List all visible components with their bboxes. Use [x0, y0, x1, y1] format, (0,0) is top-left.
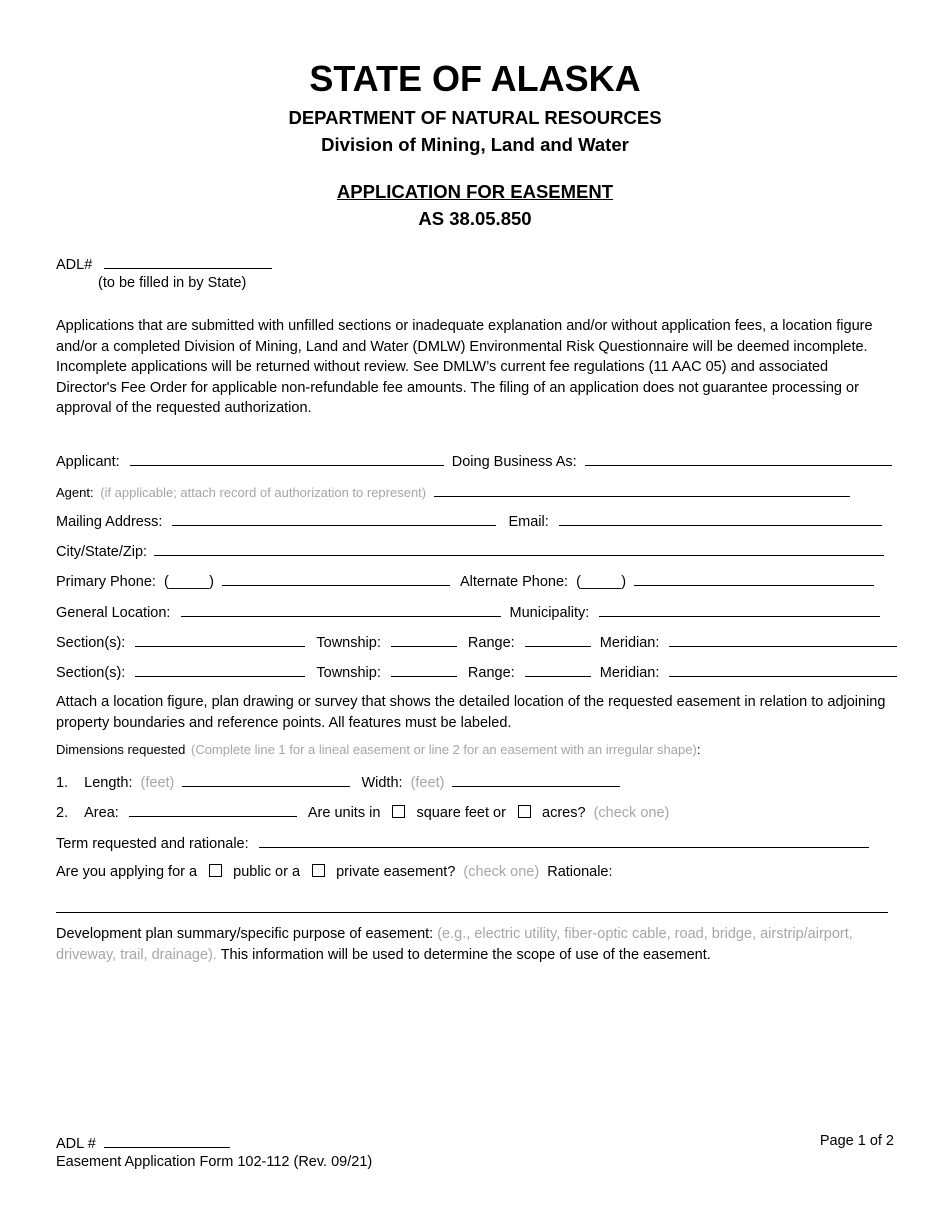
term-input-line[interactable]: [259, 833, 869, 848]
agent-label: Agent:: [56, 485, 94, 500]
range-label: Range:: [467, 635, 515, 651]
agent-hint: (if applicable; attach record of authorization to represent): [100, 485, 427, 500]
adl-label: ADL#: [56, 257, 93, 273]
footer-page-number: Page 1 of 2: [819, 1133, 894, 1149]
general-location-input-line[interactable]: [181, 602, 501, 617]
mailing-label: Mailing Address:: [56, 514, 163, 530]
applicant-input-line[interactable]: [130, 451, 444, 466]
email-input-line[interactable]: [559, 511, 882, 526]
applicant-label: Applicant:: [56, 454, 120, 470]
units-question: Are units in: [307, 805, 381, 821]
adl-input-line[interactable]: [104, 254, 272, 269]
form-title: APPLICATION FOR EASEMENT: [336, 181, 614, 202]
area-input-line[interactable]: [129, 802, 297, 817]
square-feet-label: square feet or: [416, 805, 506, 821]
dba-label: Doing Business As:: [451, 454, 577, 470]
township-label: Township:: [316, 635, 381, 651]
range-input-line[interactable]: [525, 662, 591, 677]
sections-input-line[interactable]: [135, 662, 305, 677]
dba-input-line[interactable]: [585, 451, 892, 466]
footer-adl: [56, 1133, 230, 1152]
adl-note: (to be filled in by State): [98, 275, 247, 291]
alternate-area-code[interactable]: (_____): [576, 574, 627, 590]
township-label: Township:: [316, 665, 381, 681]
rationale-label: Rationale:: [547, 864, 613, 880]
mailing-input-line[interactable]: [172, 511, 496, 526]
development-label: Development plan summary/specific purpose of easement:: [56, 926, 434, 942]
division-title: Division of Mining, Land and Water: [321, 134, 629, 155]
public-label: public or a: [233, 864, 301, 880]
units-check-one-hint: (check one): [593, 805, 670, 821]
easement-type-row: [56, 864, 894, 884]
development-paragraph: [56, 924, 892, 965]
primary-phone-input-line[interactable]: [222, 571, 450, 586]
meridian-label: Meridian:: [599, 635, 660, 651]
footer-adl-input-line[interactable]: [104, 1133, 230, 1148]
length-input-line[interactable]: [182, 772, 350, 787]
agent-input-line[interactable]: [434, 482, 850, 497]
city-input-line[interactable]: [154, 541, 884, 556]
section-row-2: [56, 662, 894, 682]
location-row: [56, 602, 894, 622]
dimensions-label: Dimensions requested: [56, 742, 186, 757]
intro-paragraph: Applications that are submitted with unfilled sections or inadequate explanation and/or without application fees, a location figure and/or a completed Division of Mining, Land and Water (DMLW) Environmental Risk Questionnaire will be deemed incomplete. Incomplete applications will be returned without review. See DMLW’s current fee regulations (11 AAC 05) and associated Director's Fee Order for applicable non-refundable fee amounts. The filing of an application does not guarantee processing or approval of the requested authorization.: [56, 318, 873, 416]
term-label: Term requested and rationale:: [56, 836, 249, 852]
state-title: STATE OF ALASKA: [309, 58, 641, 99]
email-label: Email:: [508, 514, 549, 530]
acres-label: acres?: [542, 805, 586, 821]
term-row: [56, 833, 894, 853]
length-unit-hint: (feet): [140, 775, 175, 791]
municipality-label: Municipality:: [509, 605, 590, 621]
agent-row: [56, 482, 894, 502]
dimensions-heading: [56, 742, 894, 762]
adl-row: [56, 254, 272, 273]
dimensions-hint: (Complete line 1 for a lineal easement or line 2 for an easement with an irregular shape): [190, 742, 697, 757]
city-label: City/State/Zip:: [56, 544, 148, 560]
private-checkbox[interactable]: [312, 864, 325, 877]
meridian-input-line[interactable]: [669, 632, 897, 647]
dimension-line-2: [56, 802, 894, 822]
sections-label: Section(s):: [56, 665, 126, 681]
dimension-line-1: [56, 772, 894, 792]
attach-paragraph: Attach a location figure, plan drawing or survey that shows the detailed location of the requested easement in relation to adjoining property boundaries and reference points. All features must be labeled.: [56, 694, 886, 731]
width-label: Width:: [361, 775, 403, 791]
footer-form-id: Easement Application Form 102-112 (Rev. 09/21): [56, 1154, 373, 1170]
development-hint: (e.g., electric utility, fiber-optic cable, road, bridge, airstrip/airport, driveway, trail, drainage).: [56, 926, 853, 963]
square-feet-checkbox[interactable]: [392, 805, 405, 818]
primary-phone-label: Primary Phone:: [56, 574, 156, 590]
section-row-1: [56, 632, 894, 652]
range-input-line[interactable]: [525, 632, 591, 647]
footer-adl-label: ADL #: [56, 1136, 96, 1152]
township-input-line[interactable]: [391, 632, 457, 647]
width-input-line[interactable]: [452, 772, 620, 787]
easement-check-one-hint: (check one): [463, 864, 540, 880]
easement-type-question: Are you applying for a: [56, 864, 198, 880]
township-input-line[interactable]: [391, 662, 457, 677]
dimensions-colon: :: [696, 742, 701, 757]
meridian-label: Meridian:: [599, 665, 660, 681]
sections-label: Section(s):: [56, 635, 126, 651]
statute: AS 38.05.850: [418, 208, 532, 229]
line-1-number: 1.: [56, 775, 69, 791]
line-2-number: 2.: [56, 805, 69, 821]
alternate-phone-input-line[interactable]: [634, 571, 874, 586]
municipality-input-line[interactable]: [599, 602, 880, 617]
sections-input-line[interactable]: [135, 632, 305, 647]
mailing-row: [56, 511, 894, 531]
meridian-input-line[interactable]: [669, 662, 897, 677]
general-location-label: General Location:: [56, 605, 171, 621]
length-label: Length:: [84, 775, 133, 791]
private-label: private easement?: [336, 864, 456, 880]
range-label: Range:: [467, 665, 515, 681]
applicant-row: [56, 451, 894, 471]
alternate-phone-label: Alternate Phone:: [460, 574, 569, 590]
development-tail: This information will be used to determine the scope of use of the easement.: [220, 946, 711, 963]
phone-row: [56, 571, 894, 591]
acres-checkbox[interactable]: [518, 805, 531, 818]
rationale-input-line[interactable]: [56, 898, 888, 913]
primary-area-code[interactable]: (_____): [163, 574, 214, 590]
city-row: [56, 541, 894, 561]
public-checkbox[interactable]: [209, 864, 222, 877]
department-title: DEPARTMENT OF NATURAL RESOURCES: [288, 107, 662, 128]
area-label: Area:: [84, 805, 119, 821]
width-unit-hint: (feet): [410, 775, 445, 791]
